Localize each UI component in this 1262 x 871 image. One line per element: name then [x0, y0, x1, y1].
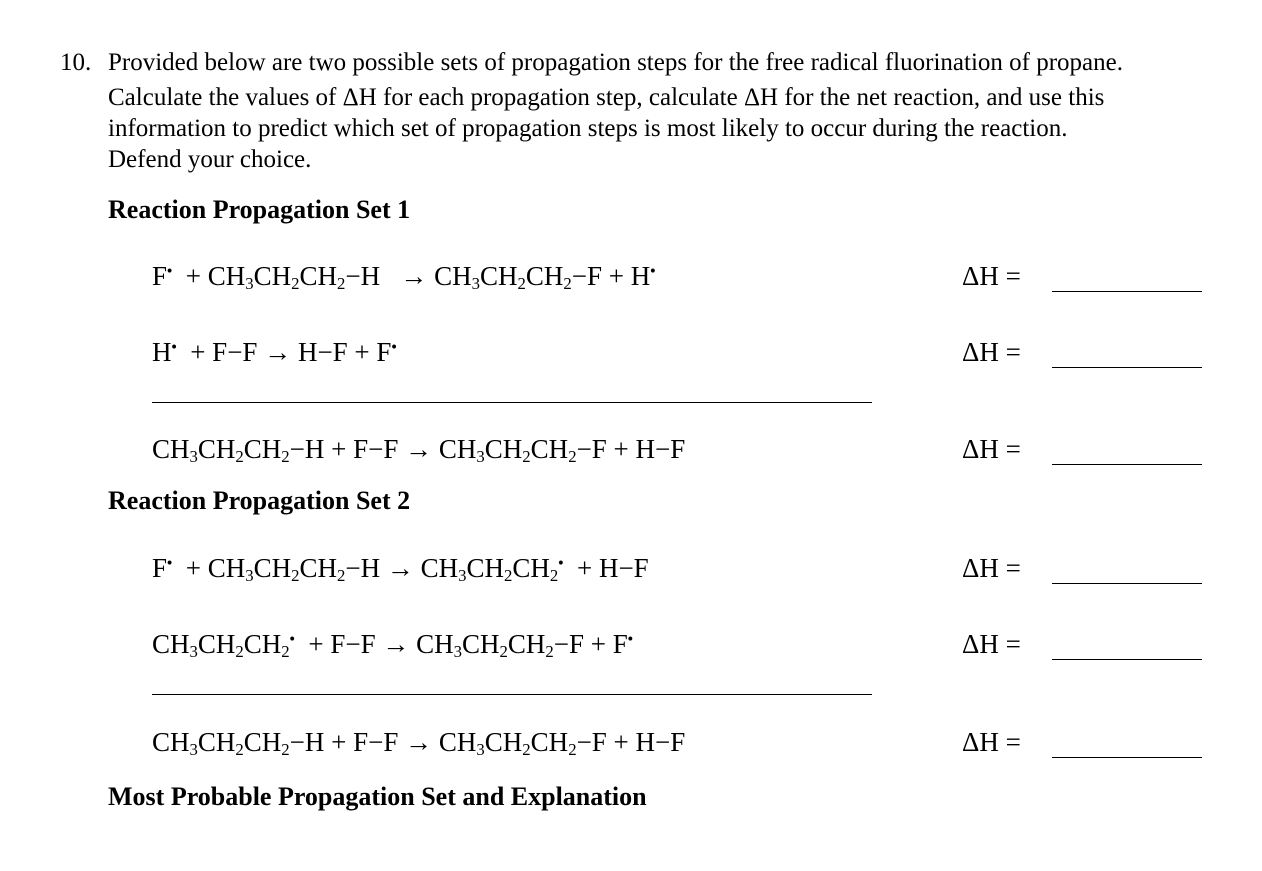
- set1-step2-answer-blank[interactable]: [1052, 367, 1202, 368]
- set2-step1-dh-label: ΔH =: [962, 553, 1021, 583]
- question-line-4: Defend your choice.: [108, 146, 312, 173]
- set1-step1-answer-blank[interactable]: [1052, 291, 1202, 292]
- set1-step1-dh-label: ΔH =: [962, 261, 1021, 291]
- set1-step2-dh-label: ΔH =: [962, 337, 1021, 367]
- set1-step1-equation: $F^• + CH_3CH_2CH_2-H$ → $CH_3CH_2CH_2-F + H^•$: [152, 261, 656, 294]
- set1-heading: Reaction Propagation Set 1: [108, 195, 411, 224]
- explanation-heading: Most Probable Propagation Set and Explanation: [108, 782, 647, 811]
- question-number: 10.: [60, 49, 92, 76]
- question-line-2: Calculate the values of ΔH for each propagation step, calculate ΔH for the net reaction, and use this: [108, 84, 1105, 111]
- question-line-3: information to predict which set of propagation steps is most likely to occur during the reaction.: [108, 115, 1068, 142]
- set1-net-answer-blank[interactable]: [1052, 464, 1202, 465]
- set2-step1-answer-blank[interactable]: [1052, 583, 1202, 584]
- set2-step2-dh-label: ΔH =: [962, 629, 1021, 659]
- set2-net-answer-blank[interactable]: [1052, 757, 1202, 758]
- set2-net-dh-label: ΔH =: [962, 727, 1021, 757]
- set1-net-equation: $CH_3CH_2CH_2-H + F-F \to CH_3CH_2CH_2-F + H-F$: [152, 434, 686, 467]
- set2-sum-rule: [152, 694, 872, 695]
- question-line-1: Provided below are two possible sets of propagation steps for the free radical fluorination of propane.: [108, 49, 1123, 76]
- set2-heading: Reaction Propagation Set 2: [108, 486, 411, 515]
- set2-step2-answer-blank[interactable]: [1052, 659, 1202, 660]
- set2-step2-equation: $CH_3CH_2CH_2^• + F-F \to CH_3CH_2CH_2-F + F^•$: [152, 629, 633, 662]
- set1-sum-rule: [152, 402, 872, 403]
- set2-step1-equation: $F^• + CH_3CH_2CH_2-H \to CH_3CH_2CH_2^• + H-F$: [152, 553, 649, 586]
- set1-net-dh-label: ΔH =: [962, 434, 1021, 464]
- set1-step2-equation: H• + F−F → H−F + F•: [152, 337, 397, 367]
- set2-net-equation: $CH_3CH_2CH_2-H + F-F \to CH_3CH_2CH_2-F + H-F$: [152, 727, 686, 760]
